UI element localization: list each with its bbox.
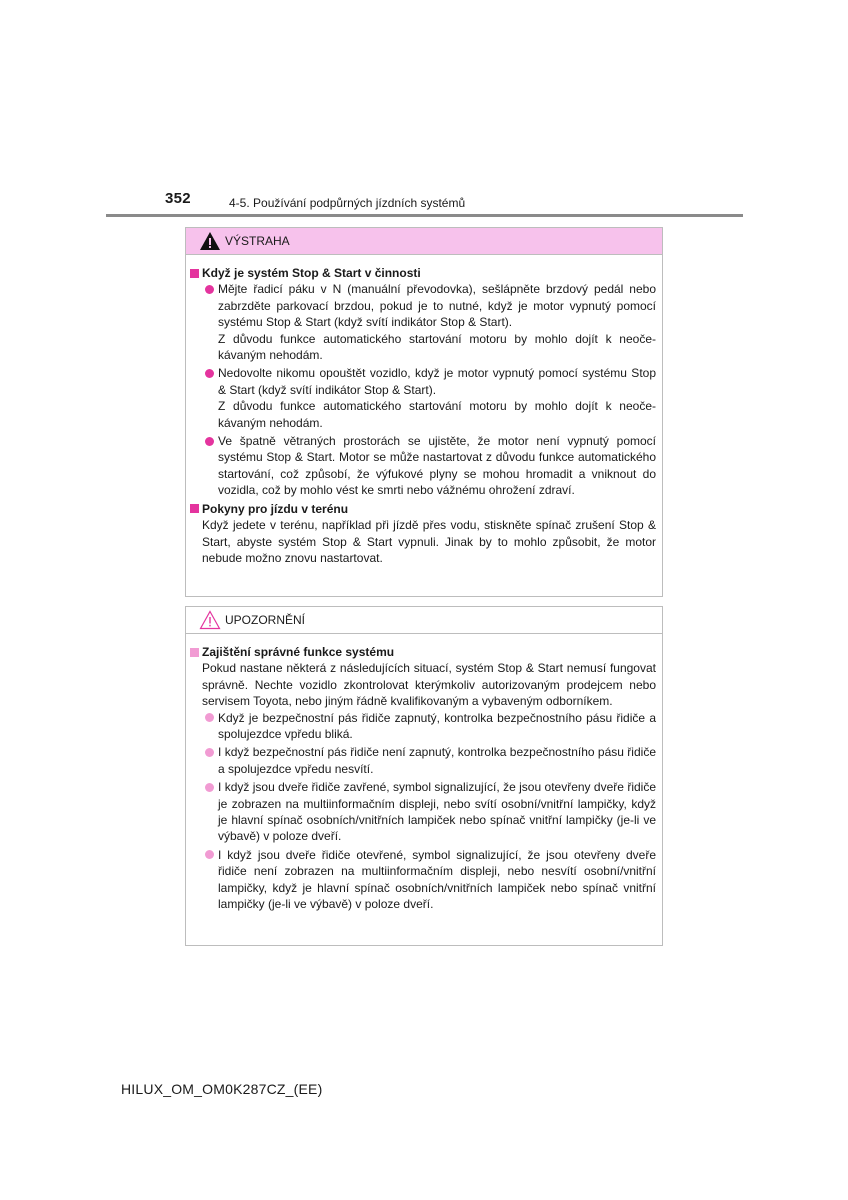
paragraph: Když jedete v terénu, například při jízdě přes vodu, stiskněte spínač zrušení Stop & Start, abyste systém Stop & Start vypnuli. Jinak by to mohlo způsobit, že motor nebude možno znovu nastartovat. [202, 518, 656, 565]
subsection-heading: Když je systém Stop & Start v činnosti [190, 265, 656, 281]
caution-triangle-icon [199, 610, 221, 630]
section-title: 4-5. Používání podpůrných jízdních systémů [229, 196, 466, 210]
round-bullet-icon [205, 783, 214, 792]
footer-code: HILUX_OM_OM0K287CZ_(EE) [121, 1081, 323, 1097]
warning-box [185, 227, 663, 597]
round-bullet-icon [205, 850, 214, 859]
round-bullet-icon [205, 713, 214, 722]
round-bullet-icon [205, 369, 214, 378]
list-item: I když jsou dveře řidiče zavřené, symbol signalizující, že jsou otevřeny dveře řidiče je zobrazen na multiinformačním displeji, nebo svítí osobní/vnitřní lampičky, když je hlavní spínač osobních/vnitřních lampiček nebo spínač vnitřní lampičky (je-li ve výbavě) v poloze dveří. [202, 779, 656, 845]
warning-header [186, 228, 662, 255]
header-rule [106, 214, 743, 217]
list-item: Mějte řadicí páku v N (manuální převodovka), sešlápněte brzdový pedál nebo zabrzděte parkovací brzdou, pokud je to nutné, když je motor vypnutý pomocí systému Stop & Start (když svítí indikátor Stop & Start). Z důvodu funkce automatického startování motoru by mohlo dojít k neočekávaným nehodám. [202, 281, 656, 363]
subsection-heading: Zajištění správné funkce systému [190, 644, 656, 660]
warning-triangle-icon [199, 231, 221, 251]
caution-header [186, 607, 662, 634]
round-bullet-icon [205, 748, 214, 757]
list-item: I když jsou dveře řidiče otevřené, symbol signalizující, že jsou otevřeny dveře řidiče není zobrazen na multiinformačním displeji, nebo nesvítí osobní/vnitřní lampičky, když je hlavní spínač osobních/vnitřních lampiček nebo spínač vnitřní lampičky (je-li ve výbavě) v poloze dveří. [202, 847, 656, 913]
list-item: Ve špatně větraných prostorách se ujistěte, že motor není vypnutý pomocí systému Stop & Start. Motor se může nastartovat z důvodu funkce automatického startování, což způsobí, že výfukové plyny se mohou hromadit a vniknout do vozidla, což by mohlo vést ke smrti nebo vážnému ohrožení zdraví. [202, 433, 656, 499]
list-item: Když je bezpečnostní pás řidiče zapnutý, kontrolka bezpečnostního pásu řidiče a spolujezdce vpředu bliká. [202, 710, 656, 743]
paragraph: Pokud nastane některá z následujících situací, systém Stop & Start nemusí fungovat správně. Nechte vozidlo zkontrolovat kterýmkoliv autorizovaným prodejcem nebo servisem Toyota, nebo jiným řádně kvalifikovaným a vybaveným odborníkem. [202, 661, 656, 709]
warning-label: VÝSTRAHA [225, 234, 290, 248]
list-item: I když bezpečnostní pás řidiče není zapnutý, kontrolka bezpečnostního pásu řidiče a spolujezdce vpředu nesvítí. [202, 744, 656, 777]
round-bullet-icon [205, 437, 214, 446]
square-bullet-icon [190, 269, 199, 278]
warning-body [186, 255, 662, 566]
page-number: 352 [165, 190, 191, 207]
subsection-heading: Pokyny pro jízdu v terénu [190, 501, 656, 517]
caution-label: UPOZORNĚNÍ [225, 613, 306, 627]
caution-body [186, 634, 662, 913]
caution-box [185, 606, 663, 946]
bullet-list [190, 710, 656, 913]
square-bullet-icon [190, 648, 199, 657]
round-bullet-icon [205, 285, 214, 294]
bullet-list [190, 281, 656, 498]
list-item: Nedovolte nikomu opouštět vozidlo, když je motor vypnutý pomocí systému Stop & Start (když svítí indikátor Stop & Start). Z důvodu funkce automatického startování motoru by mohlo dojít k neočekávaným nehodám. [202, 365, 656, 431]
square-bullet-icon [190, 504, 199, 513]
